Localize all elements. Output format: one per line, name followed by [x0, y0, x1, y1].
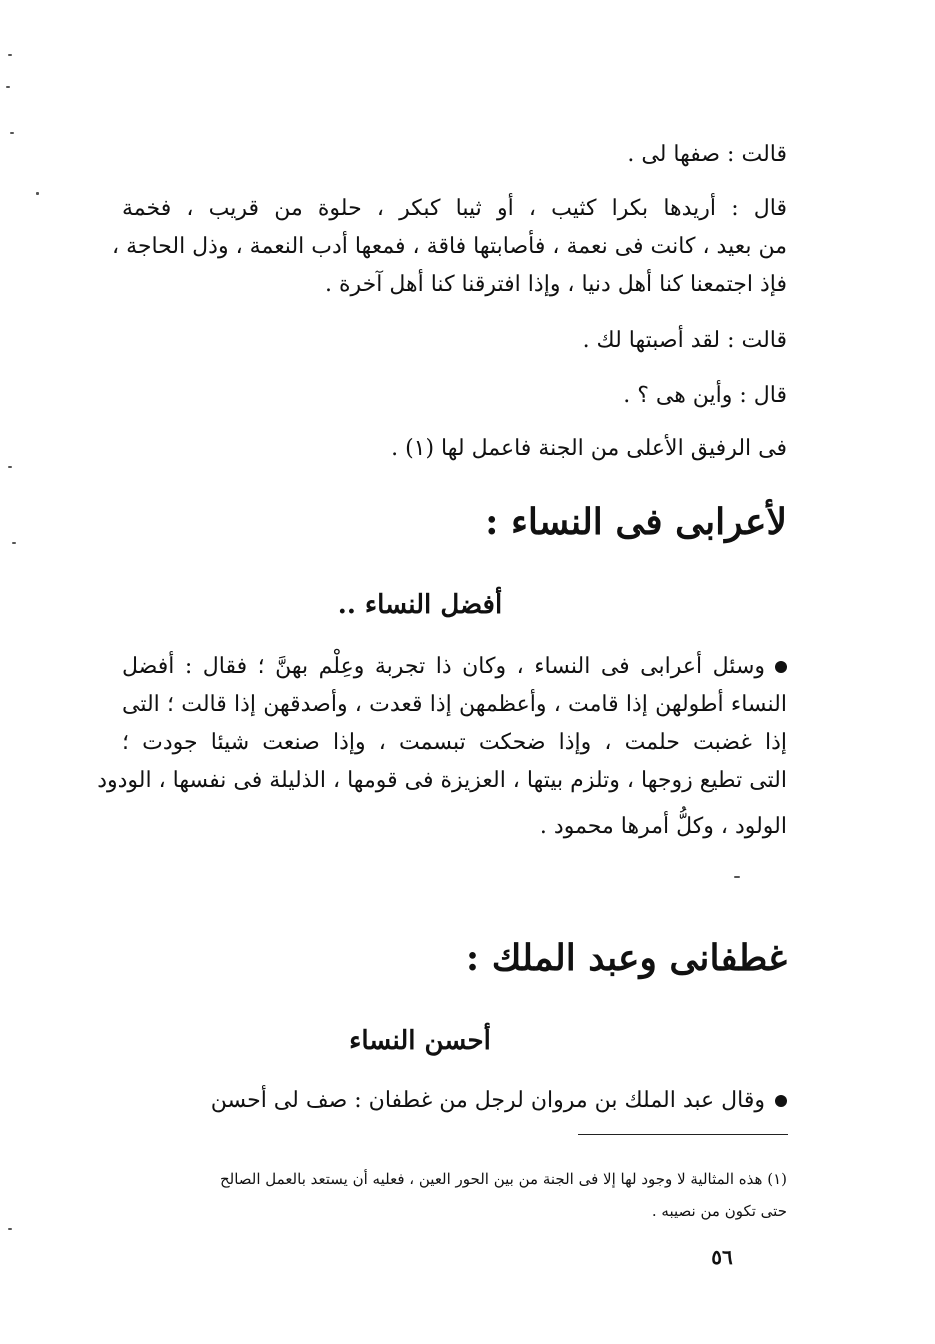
scan-speck: [734, 876, 740, 878]
dialogue-line: قالت : صفها لى .: [627, 142, 787, 167]
scan-speck: [8, 54, 12, 56]
section-subheading: [0, 588, 935, 622]
paragraph-text: وقال عبد الملك بن مروان لرجل من غطفان : صف لى أحسن: [210, 1088, 765, 1113]
footnote-line: حتى تكون من نصيبه .: [651, 1202, 787, 1220]
bullet-icon: [775, 661, 787, 673]
subheading-text: أحسن النساء: [349, 1026, 491, 1056]
paragraph-line: التى تطيع زوجها ، وتلزم بيتها ، العزيزة فى قومها ، الذليلة فى نفسها ، الودود: [97, 768, 787, 793]
subheading-text: أفضل النساء ..: [337, 590, 503, 620]
page-number: ٥٦: [711, 1245, 733, 1269]
paragraph-text: وسئل أعرابى فى النساء ، وكان ذا تجربة وعِلْم بهنَّ ؛ فقال : أفضل: [122, 654, 765, 679]
paragraph-line: من بعيد ، كانت فى نعمة ، فأصابتها فاقة ، فمعها أدب النعمة ، وذل الحاجة ،: [111, 234, 787, 259]
paragraph-line: إذا غضبت حلمت ، وإذا ضحكت تبسمت ، وإذا صنعت شيئا جودت ؛: [122, 730, 787, 755]
scan-speck: [8, 466, 12, 468]
paragraph-first-line: [122, 1086, 787, 1116]
scan-speck: [8, 1228, 12, 1230]
paragraph-first-line: [122, 652, 787, 682]
section-heading: لأعرابى فى النساء :: [485, 501, 787, 543]
paragraph-line: فإذ اجتمعنا كنا أهل دنيا ، وإذا افترقنا كنا أهل آخرة .: [325, 272, 787, 297]
paragraph-line: قال : أريدها بكرا كثيب ، أو ثيبا كبكر ، حلوة من قريب ، فخمة: [122, 196, 787, 221]
paragraph-line: الولود ، وكلُّ أمرها محمود .: [539, 814, 787, 839]
dialogue-line: فى الرفيق الأعلى من الجنة فاعمل لها (١) .: [391, 436, 787, 461]
section-heading: غطفانى وعبد الملك :: [465, 937, 787, 979]
dialogue-line: قالت : لقد أصبتها لك .: [582, 328, 787, 353]
scan-speck: [36, 192, 39, 195]
paragraph-line: النساء أطولهن إذا قامت ، وأعظمهن إذا قعدت ، وأصدقهن إذا قالت ؛ التى: [122, 692, 787, 717]
dialogue-line: قال : وأين هى ؟ .: [623, 383, 787, 408]
scan-speck: [10, 132, 14, 134]
footnote-line: (١) هذه المثالية لا وجود لها إلا فى الجنة من بين الحور العين ، فعليه أن يستعد بالعمل الصالح: [219, 1170, 787, 1188]
bullet-icon: [775, 1095, 787, 1107]
scan-speck: [6, 86, 10, 88]
section-subheading: [0, 1024, 935, 1058]
scan-speck: [12, 542, 16, 544]
footnote-separator: [578, 1134, 788, 1135]
